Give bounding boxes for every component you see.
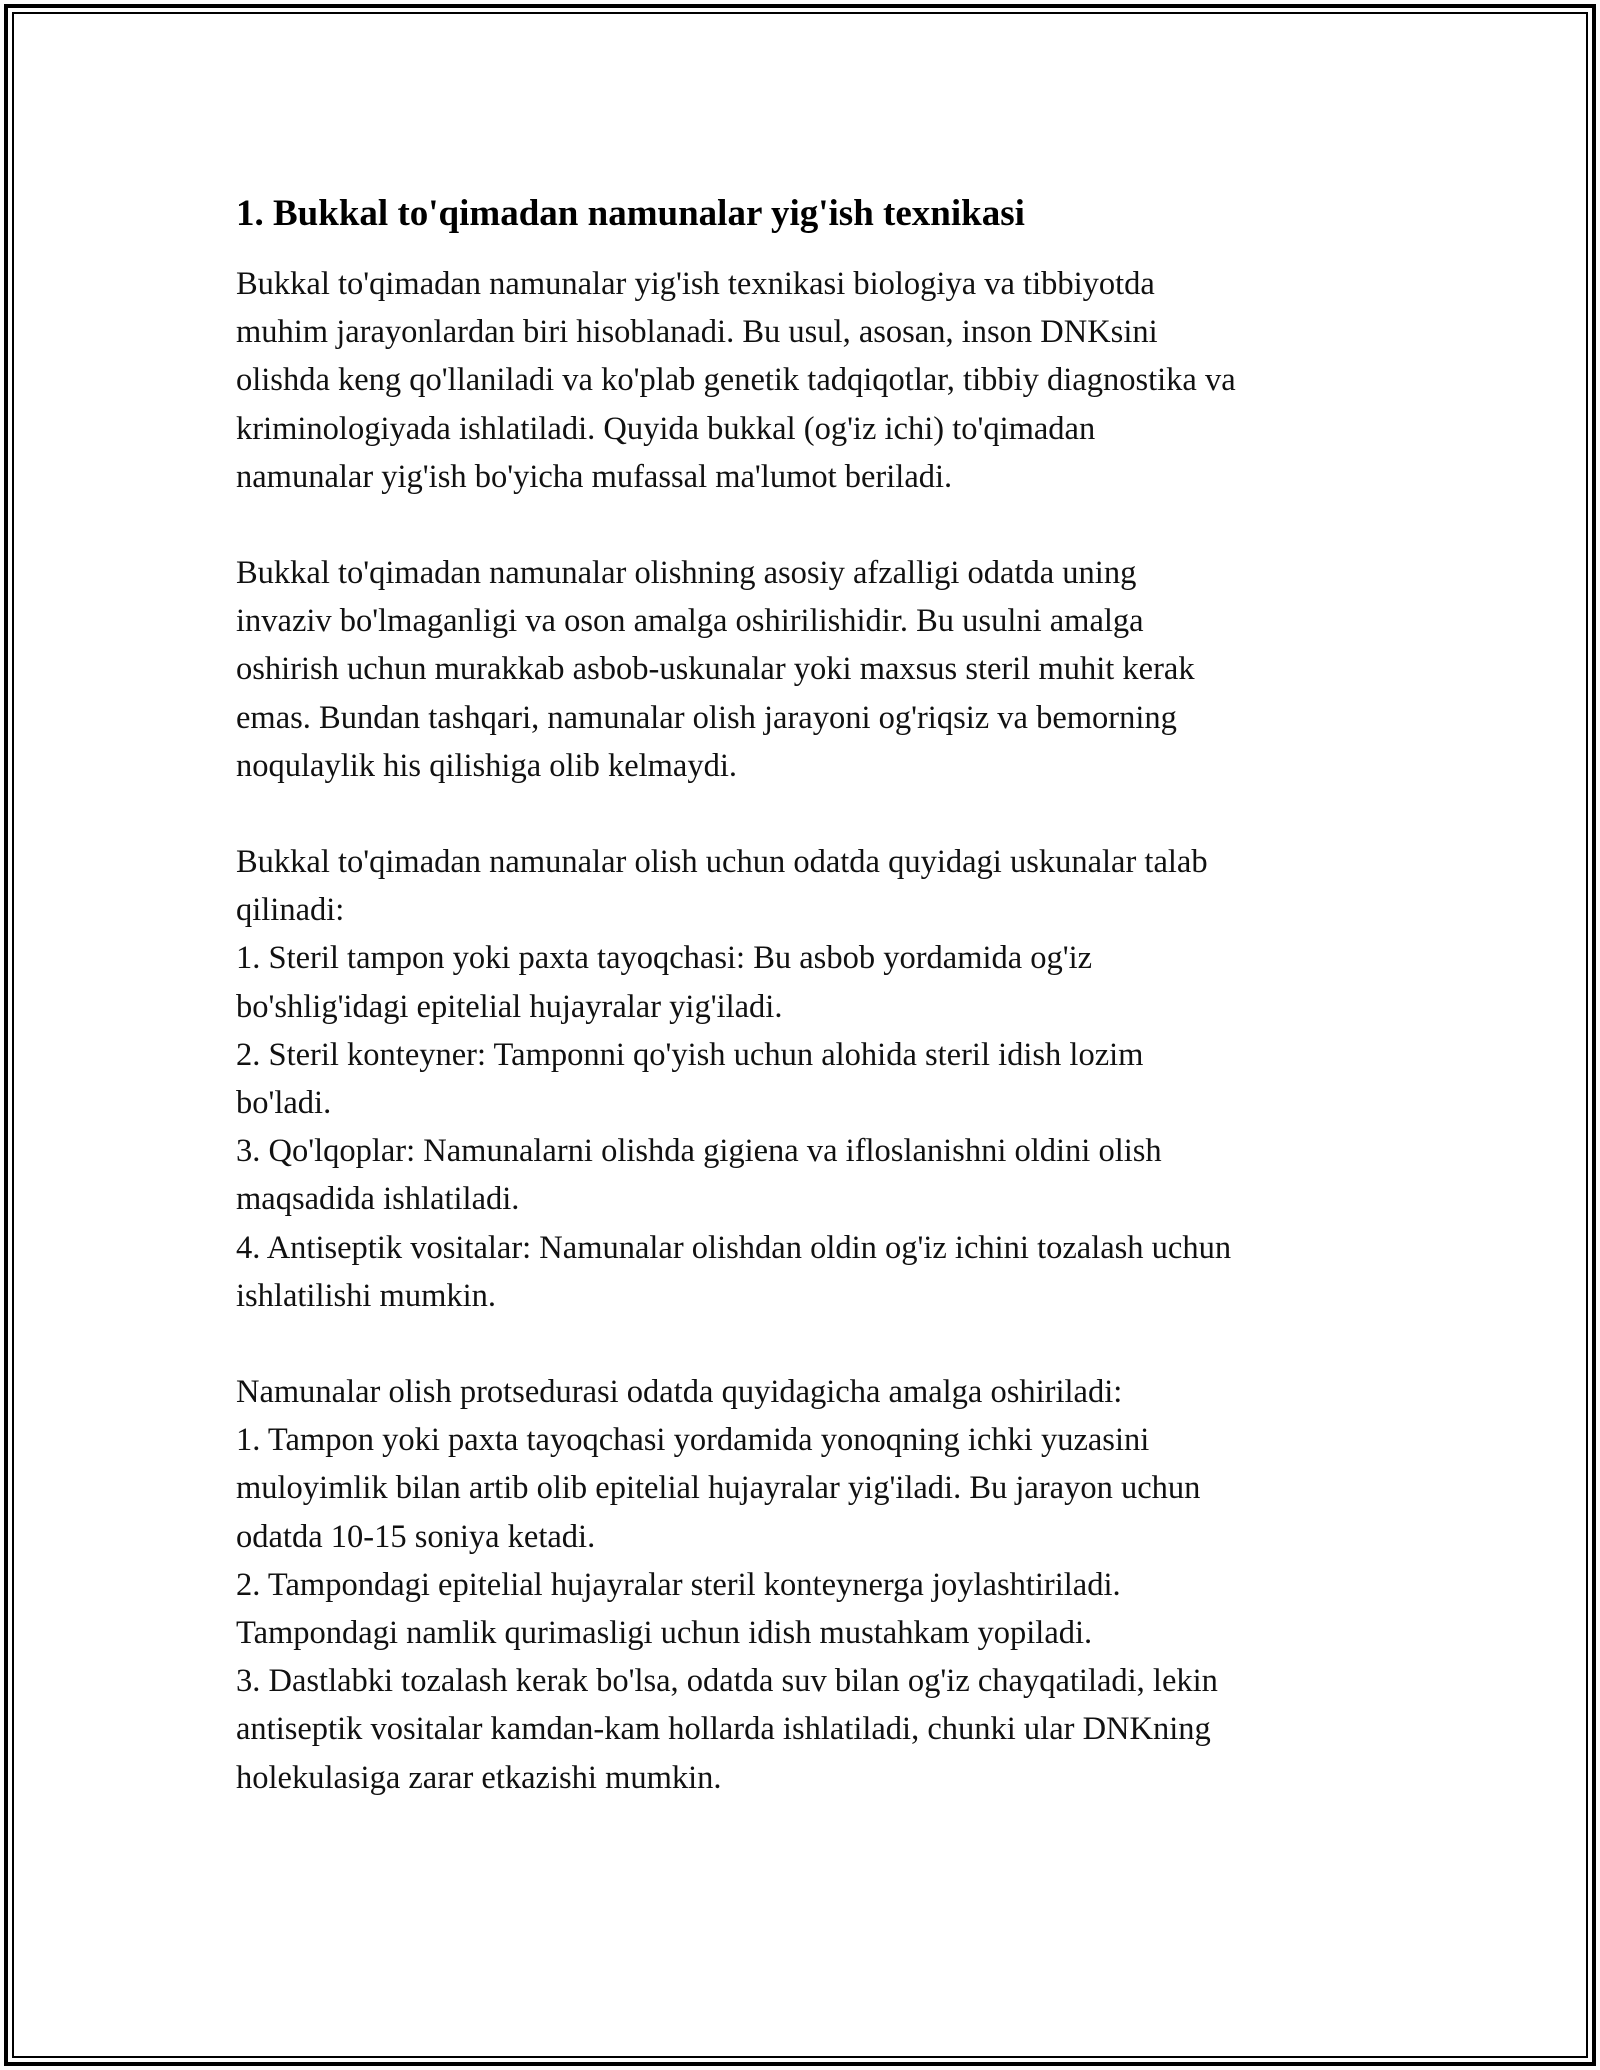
text-line: kriminologiyada ishlatiladi. Quyida bukkal (og'iz ichi) to'qimadan	[236, 410, 1096, 447]
text-line: Namunalar olish protsedurasi odatda quyidagicha amalga oshiriladi:	[236, 1374, 1123, 1411]
text-line: qilinadi:	[236, 892, 345, 929]
list-item-line: maqsadida ishlatiladi.	[236, 1181, 520, 1218]
text-line: Bukkal to'qimadan namunalar yig'ish texnikasi biologiya va tibbiyotda	[236, 266, 1155, 302]
text-line: olishda keng qo'llaniladi va ko'plab genetik tadqiqotlar, tibbiy diagnostika va	[236, 362, 1236, 399]
paragraph-intro	[236, 260, 1376, 501]
list-item-line: 3. Dastlabki tozalash kerak bo'lsa, odatda suv bilan og'iz chayqatiladi, lekin	[236, 1663, 1218, 1700]
paragraph-equipment	[236, 838, 1376, 1320]
list-item-line: bo'shlig'idagi epitelial hujayralar yig'iladi.	[236, 988, 783, 1025]
list-item-line: 1. Tampon yoki paxta tayoqchasi yordamida yonoqning ichki yuzasini	[236, 1422, 1150, 1459]
text-line: oshirish uchun murakkab asbob-uskunalar yoki maxsus steril muhit kerak	[236, 651, 1195, 688]
list-item-line: holekulasiga zarar etkazishi mumkin.	[236, 1759, 722, 1796]
text-line: Bukkal to'qimadan namunalar olish uchun odatda quyidagi uskunalar talab	[236, 844, 1208, 881]
document-body	[236, 186, 1376, 1850]
list-item-line: antiseptik vositalar kamdan-kam hollarda ishlatiladi, chunki ular DNKning	[236, 1711, 1211, 1748]
list-item-line: ishlatilishi mumkin.	[236, 1277, 497, 1314]
paragraph-advantages	[236, 549, 1376, 790]
text-line: muhim jarayonlardan biri hisoblanadi. Bu usul, asosan, inson DNKsini	[236, 314, 1158, 351]
list-item-line: odatda 10-15 soniya ketadi.	[236, 1518, 596, 1555]
paragraph-procedure	[236, 1368, 1376, 1802]
section-heading: 1. Bukkal to'qimadan namunalar yig'ish texnikasi	[236, 193, 1025, 234]
list-item-line: muloyimlik bilan artib olib epitelial hujayralar yig'iladi. Bu jarayon uchun	[236, 1470, 1201, 1507]
text-line: invaziv bo'lmaganligi va oson amalga oshirilishidir. Bu usulni amalga	[236, 603, 1144, 640]
list-item-line: 2. Steril konteyner: Tamponni qo'yish uchun alohida steril idish lozim	[236, 1036, 1144, 1073]
list-item-line: 1. Steril tampon yoki paxta tayoqchasi: Bu asbob yordamida og'iz	[236, 940, 1093, 977]
list-item-line: 2. Tampondagi epitelial hujayralar steril konteynerga joylashtiriladi.	[236, 1566, 1121, 1603]
text-line: Bukkal to'qimadan namunalar olishning asosiy afzalligi odatda uning	[236, 555, 1137, 592]
list-item-line: 3. Qo'lqoplar: Namunalarni olishda gigiena va ifloslanishni oldini olish	[236, 1133, 1162, 1170]
list-item-line: bo'ladi.	[236, 1085, 332, 1122]
text-line: emas. Bundan tashqari, namunalar olish jarayoni og'riqsiz va bemorning	[236, 699, 1177, 736]
text-line: namunalar yig'ish bo'yicha mufassal ma'lumot beriladi.	[236, 458, 953, 495]
list-item-line: 4. Antiseptik vositalar: Namunalar olishdan oldin og'iz ichini tozalash uchun	[236, 1229, 1232, 1266]
list-item-line: Tampondagi namlik qurimasligi uchun idish mustahkam yopiladi.	[236, 1615, 1093, 1652]
text-line: noqulaylik his qilishiga olib kelmaydi.	[236, 747, 738, 784]
